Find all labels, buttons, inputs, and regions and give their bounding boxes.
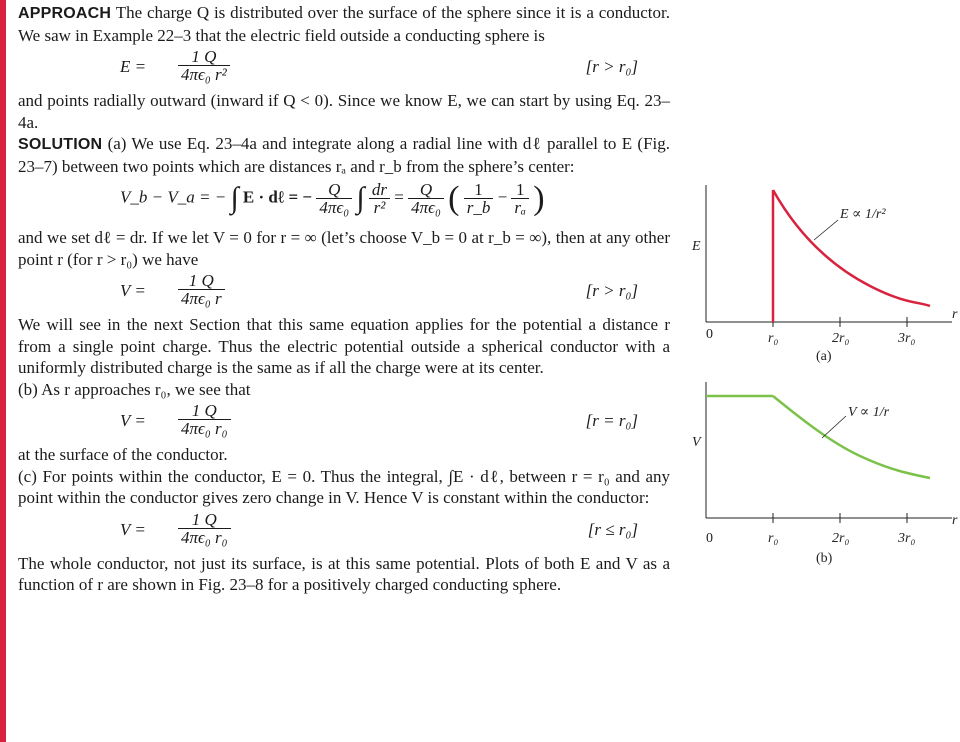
equation-potential-surface: V = $\frac{1 Q}{\text{4πϵ₀ r₀}}$ [r = r₀] [120, 401, 638, 438]
potential-curve-leader [822, 416, 846, 438]
field-direction-text: and points radially outward (inward if Q < 0). Since we know E, we can start by using Eq. 23–4a. [18, 91, 670, 132]
caption-b: (b) [816, 551, 833, 566]
condition-outside: [r > r₀] [585, 57, 638, 76]
field-curve-leader [814, 220, 838, 240]
x-label-b: r [952, 513, 958, 528]
solution-heading: SOLUTION [18, 136, 103, 153]
graph-b [692, 382, 958, 566]
figure-svg [690, 150, 960, 590]
solution-paragraph [18, 133, 670, 177]
point-charge-paragraph: We will see in the next Section that this same equation applies for the potential a distance r from a single point charge. Thus the electric potential outside a spherical conductor with a uniformly distributed charge is the same as if all the charge were at its center. [18, 315, 670, 377]
equation-potential-outside: V = $\frac{1 Q}{\text{4πϵ₀ r}}$ [r > r₀] [120, 271, 638, 308]
reference-choice-text: and we set dℓ = dr. If we let V = 0 for r = ∞ (let’s choose V_b = 0 at r_b = ∞), then at any other point r (for r > r₀) we have [18, 228, 670, 269]
integral-sign: ∫ [230, 181, 239, 215]
left-margin-rule [0, 0, 6, 742]
condition-surface: [r = r₀] [585, 411, 638, 430]
part-c-text: (c) For points within the conductor, E = 0. Thus the integral, ∫E · dℓ, between r = r₀ and any point within the conductor gives zero change in V. Hence V is constant within the conductor: [18, 466, 670, 507]
final-paragraph: The whole conductor, not just its surface, is at this same potential. Plots of both E and V as a function of r are shown in Fig. 23–8 for a positively charged conducting sphere. [18, 553, 670, 594]
condition-inside: [r ≤ r₀] [587, 519, 638, 539]
tick-label-b-1: r₀ [768, 531, 779, 546]
y-label-a: E [692, 239, 701, 254]
part-b-text: (b) As r approaches r₀, we see that [18, 379, 251, 399]
equation-potential-difference: V_b − V_a = − ∫ E · dℓ = − $\frac{Q}{\text{4πϵ₀}}$ ∫ $\frac{dr}{\text{r²}}$ = $\frac{Q}{\text{4πϵ₀}}$ ( $\frac{1}{r\_b}$ − $\frac{1}{\text{rₐ}}$ ) [120, 179, 545, 217]
tick-label-b-2: 2r₀ [832, 531, 850, 546]
equation-potential-inside: V = $\frac{1 Q}{\text{4πϵ₀ r₀}}$ [r ≤ r₀] [120, 509, 638, 547]
tick-label-a-2: 2r₀ [832, 331, 850, 346]
solution-text: (a) We use Eq. 23–4a and integrate along a radial line with dℓ parallel to E (Fig. 23–7) between two points which are distances rₐ and r_b from the sphere’s center: [18, 134, 670, 176]
field-curve-label: E ∝ 1/r² [840, 207, 886, 222]
potential-curve-label: V ∝ 1/r [848, 405, 890, 420]
origin-a: 0 [706, 327, 713, 342]
tick-label-a-1: r₀ [768, 331, 779, 346]
caption-a: (a) [816, 349, 832, 364]
approach-text: The charge Q is distributed over the surface of the sphere since it is a conductor. We saw in Example 22–3 that the electric field outside a conducting sphere is [18, 3, 670, 45]
tick-label-a-3: 3r₀ [898, 331, 916, 346]
origin-b: 0 [706, 531, 713, 546]
surface-text: at the surface of the conductor. [18, 445, 228, 464]
integral-sign: ∫ [356, 181, 365, 215]
y-label-b: V [692, 435, 701, 450]
x-label-a: r [952, 307, 958, 322]
approach-paragraph [18, 2, 670, 46]
approach-heading: APPROACH [18, 5, 112, 22]
text-column [18, 2, 670, 596]
tick-label-b-3: 3r₀ [898, 531, 916, 546]
condition-outside: [r > r₀] [585, 281, 638, 300]
graph-a [691, 185, 958, 364]
equation-field-outside: E = $\frac{1 Q}{\text{4πϵ₀ r²}}$ [r > r₀] [120, 47, 638, 84]
figure-23-8 [690, 150, 960, 590]
